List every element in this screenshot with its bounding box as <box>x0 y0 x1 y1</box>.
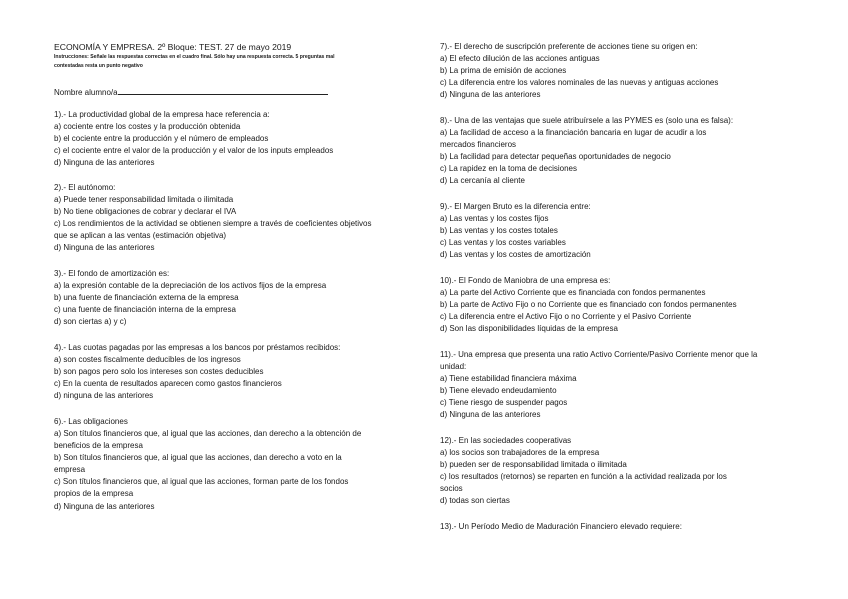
question-11-option-a[interactable]: a) Tiene estabilidad financiera máxima <box>440 374 577 383</box>
question-1-option-c[interactable]: c) el cociente entre el valor de la producción y el valor de los inputs empleados <box>54 146 334 155</box>
question-8-option-a[interactable]: a) La facilidad de acceso a la financiación bancaria en lugar de acudir a los <box>440 128 707 137</box>
question-8-option-c[interactable]: c) La rapidez en la toma de decisiones <box>440 164 577 173</box>
question-13-text: 13).- Un Período Medio de Maduración Financiero elevado requiere: <box>440 522 682 531</box>
student-name-label: Nombre alumno/a <box>54 88 118 97</box>
question-6-option-b-cont: empresa <box>54 465 86 474</box>
question-11-text-cont: unidad: <box>440 362 467 371</box>
question-11-option-b[interactable]: b) Tiene elevado endeudamiento <box>440 386 557 395</box>
question-11-option-d[interactable]: d) Ninguna de las anteriores <box>440 410 541 419</box>
question-1-option-b[interactable]: b) el cociente entre la producción y el número de empleados <box>54 134 269 143</box>
question-1-text: 1).- La productividad global de la empresa hace referencia a: <box>54 110 270 119</box>
question-9-option-b[interactable]: b) Las ventas y los costes totales <box>440 226 558 235</box>
question-7-option-d[interactable]: d) Ninguna de las anteriores <box>440 90 541 99</box>
question-6-text: 6).- Las obligaciones <box>54 417 128 426</box>
question-3-option-c[interactable]: c) una fuente de financiación interna de la empresa <box>54 305 236 314</box>
question-10-option-c[interactable]: c) La diferencia entre el Activo Fijo o no Corriente y el Pasivo Corriente <box>440 312 692 321</box>
question-11-option-c[interactable]: c) Tiene riesgo de suspender pagos <box>440 398 568 407</box>
question-8-option-a-cont: mercados financieros <box>440 140 517 149</box>
question-4-text: 4).- Las cuotas pagadas por las empresas a los bancos por préstamos recibidos: <box>54 343 341 352</box>
question-2-option-c-cont: que se aplican a las ventas (estimación objetiva) <box>54 231 227 240</box>
question-8-text: 8).- Una de las ventajas que suele atribuírsele a las PYMES es (solo una es falsa): <box>440 116 734 125</box>
question-6-option-d[interactable]: d) Ninguna de las anteriores <box>54 502 155 511</box>
question-7-text: 7).- El derecho de suscripción preferente de acciones tiene su origen en: <box>440 42 698 51</box>
student-name-row <box>54 87 328 97</box>
question-9-option-d[interactable]: d) Las ventas y los costes de amortización <box>440 250 591 259</box>
instructions-line-2: contestadas resta un punto negativo <box>54 63 143 69</box>
question-12-option-c-cont: socios <box>440 484 463 493</box>
question-4-option-c[interactable]: c) En la cuenta de resultados aparecen como gastos financieros <box>54 379 282 388</box>
question-2-option-c[interactable]: c) Los rendimientos de la actividad se obtienen siempre a través de coeficientes objetivos <box>54 219 372 228</box>
question-10-option-b[interactable]: b) La parte de Activo Fijo o no Corriente que es financiado con fondos permanentes <box>440 300 737 309</box>
question-6-option-a-cont: beneficios de la empresa <box>54 441 143 450</box>
question-1-option-d[interactable]: d) Ninguna de las anteriores <box>54 158 155 167</box>
question-3-text: 3).- El fondo de amortización es: <box>54 269 170 278</box>
question-6-option-c-cont: propios de la empresa <box>54 489 134 498</box>
question-6-option-b[interactable]: b) Son títulos financieros que, al igual que las acciones, dan derecho a voto en la <box>54 453 342 462</box>
question-10-option-a[interactable]: a) La parte del Activo Corriente que es financiada con fondos permanentes <box>440 288 706 297</box>
question-11-text: 11).- Una empresa que presenta una ratio Activo Corriente/Pasivo Corriente menor que la <box>440 350 758 359</box>
question-2-option-b[interactable]: b) No tiene obligaciones de cobrar y declarar el IVA <box>54 207 237 216</box>
question-3-option-d[interactable]: d) son ciertas a) y c) <box>54 317 127 326</box>
student-name-blank[interactable] <box>118 87 328 95</box>
question-10-text: 10).- El Fondo de Maniobra de una empresa es: <box>440 276 611 285</box>
question-4-option-d[interactable]: d) ninguna de las anteriores <box>54 391 154 400</box>
question-6-option-c[interactable]: c) Son títulos financieros que, al igual que las acciones, forman parte de los fondos <box>54 477 349 486</box>
question-10-option-d[interactable]: d) Son las disponibilidades líquidas de la empresa <box>440 324 618 333</box>
question-6-option-a[interactable]: a) Son títulos financieros que, al igual que las acciones, dan derecho a la obtención de <box>54 429 362 438</box>
question-2-option-d[interactable]: d) Ninguna de las anteriores <box>54 243 155 252</box>
instructions-line-1: Instrucciones: Señale las respuestas correctas en el cuadro final. Sólo hay una respuesta correcta. 5 preguntas mal <box>54 54 335 60</box>
question-2-option-a[interactable]: a) Puede tener responsabilidad limitada o ilimitada <box>54 195 234 204</box>
question-9-option-c[interactable]: c) Las ventas y los costes variables <box>440 238 566 247</box>
question-2-text: 2).- El autónomo: <box>54 183 116 192</box>
question-12-option-a[interactable]: a) los socios son trabajadores de la empresa <box>440 448 600 457</box>
question-3-option-a[interactable]: a) la expresión contable de la depreciación de los activos fijos de la empresa <box>54 281 327 290</box>
question-8-option-d[interactable]: d) La cercanía al cliente <box>440 176 525 185</box>
question-1-option-a[interactable]: a) cociente entre los costes y la producción obtenida <box>54 122 241 131</box>
question-12-option-b[interactable]: b) pueden ser de responsabilidad limitada o ilimitada <box>440 460 627 469</box>
exam-title: ECONOMÍA Y EMPRESA. 2º Bloque: TEST. 27 de mayo 2019 <box>54 42 292 52</box>
question-7-option-c[interactable]: c) La diferencia entre los valores nominales de las nuevas y antiguas acciones <box>440 78 719 87</box>
question-9-text: 9).- El Margen Bruto es la diferencia entre: <box>440 202 591 211</box>
question-9-option-a[interactable]: a) Las ventas y los costes fijos <box>440 214 549 223</box>
question-4-option-b[interactable]: b) son pagos pero solo los intereses son costes deducibles <box>54 367 264 376</box>
question-7-option-b[interactable]: b) La prima de emisión de acciones <box>440 66 567 75</box>
question-8-option-b[interactable]: b) La facilidad para detectar pequeñas oportunidades de negocio <box>440 152 671 161</box>
question-3-option-b[interactable]: b) una fuente de financiación externa de la empresa <box>54 293 239 302</box>
question-7-option-a[interactable]: a) El efecto dilución de las acciones antiguas <box>440 54 600 63</box>
question-12-option-c[interactable]: c) los resultados (retornos) se reparten en función a la actividad realizada por los <box>440 472 727 481</box>
question-12-option-d[interactable]: d) todas son ciertas <box>440 496 510 505</box>
question-12-text: 12).- En las sociedades cooperativas <box>440 436 572 445</box>
question-4-option-a[interactable]: a) son costes fiscalmente deducibles de los ingresos <box>54 355 241 364</box>
